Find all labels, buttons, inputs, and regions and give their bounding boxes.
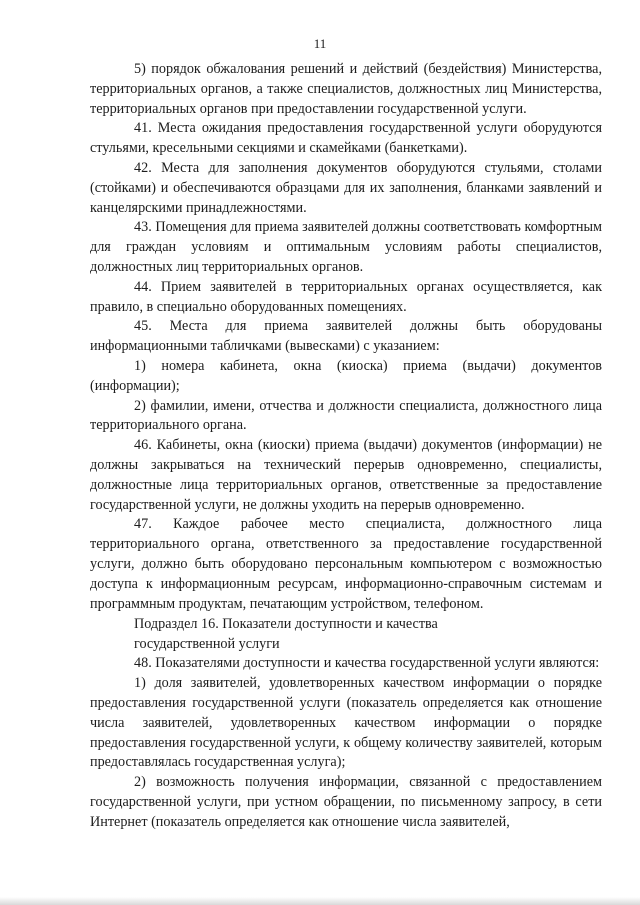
paragraph: 44. Прием заявителей в территориальных органах осуществляется, как правило, в специально оборудованных помещениях.	[90, 278, 602, 315]
page-number: 11	[313, 36, 327, 51]
list-item: 2) возможность получения информации, связанной с предоставлением государственной услуги, при устном обращении, по письменному запросу, в сети Интернет (показатель определяется как отношение числа заявителей,	[90, 774, 602, 830]
paragraph: 42. Места для заполнения документов оборудуются стульями, столами (стойками) и обеспечиваются образцами для их заполнения, бланками заявлений и канцелярскими принадлежностями.	[90, 159, 602, 216]
paragraph: 41. Места ожидания предоставления государственной услуги оборудуются стульями, кресельными секциями и скамейками (банкетками).	[90, 120, 602, 157]
subsection-title-line: Подраздел 16. Показатели доступности и качества	[134, 616, 438, 633]
list-item: 1) номера кабинета, окна (киоска) приема (выдачи) документов (информации);	[90, 357, 602, 394]
paragraph: 48. Показателями доступности и качества государственной услуги являются:	[134, 655, 600, 672]
paragraph: 47. Каждое рабочее место специалиста, должностного лица территориального органа, ответственного за предоставление государственной услуги, должно быть оборудовано персональным компьютером с возможностью доступа к информационным ресурсам, информационно-справочным системам и программным продуктам, печатающим устройством, телефоном.	[90, 516, 602, 612]
paragraph: 46. Кабинеты, окна (киоски) приема (выдачи) документов (информации) не должны закрываться на технический перерыв одновременно, специалисты, должностные лица территориальных органов, ответственные за предоставление государственной услуги, не должны уходить на перерыв одновременно.	[90, 437, 602, 513]
scan-edge-shadow	[0, 897, 640, 905]
paragraph: 45. Места для приема заявителей должны быть оборудованы информационными табличками (вывесками) с указанием:	[90, 318, 602, 355]
subsection-title	[90, 614, 602, 654]
list-item: 1) доля заявителей, удовлетворенных качеством информации о порядке предоставления государственной услуги (показатель определяется как отношение числа заявителей, удовлетворенных качеством информации о порядке предоставления государственной услуги, к общему количеству заявителей, которым предоставлялась государственная услуга);	[90, 675, 602, 771]
subsection-title-line: государственной услуги	[134, 636, 280, 653]
list-item: 2) фамилии, имени, отчества и должности специалиста, должностного лица территориального органа.	[90, 397, 602, 434]
document-body	[90, 60, 602, 832]
paragraph: 5) порядок обжалования решений и действий (бездействия) Министерства, территориальных органов, а также специалистов, должностных лиц Министерства, территориальных органов при предоставлении государственной услуги.	[90, 61, 602, 117]
paragraph: 43. Помещения для приема заявителей должны соответствовать комфортным для граждан условиям и оптимальным условиям работы специалистов, должностных лиц территориальных органов.	[90, 219, 602, 275]
